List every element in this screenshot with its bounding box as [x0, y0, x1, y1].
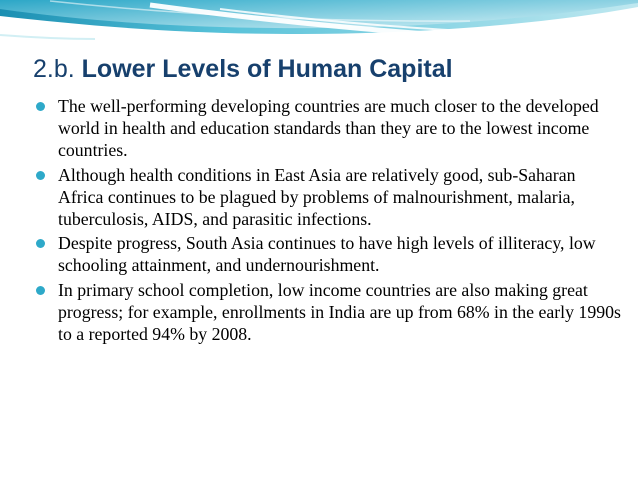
bullet-text: Despite progress, South Asia continues to have high levels of illiteracy, low schooling attainment, and undernourishment. — [58, 233, 596, 276]
slide-title — [33, 52, 453, 86]
bullet-item — [34, 164, 624, 231]
bullet-text: In primary school completion, low income countries are also making great progress; for example, enrollments in India are up from 68% in the early 1990s to a reported 94% by 2008. — [58, 279, 621, 345]
bullet-item — [34, 95, 624, 162]
bullet-list — [34, 95, 624, 347]
bullet-item — [34, 232, 624, 276]
bullet-item — [34, 279, 624, 346]
bullet-text: The well-performing developing countries are much closer to the developed world in health and education standards than they are to the lowest income countries. — [58, 96, 599, 161]
bullet-dot-icon — [36, 239, 45, 248]
bullet-dot-icon — [36, 286, 45, 295]
bullet-dot-icon — [36, 171, 45, 180]
slide-title-main: Lower Levels of Human Capital — [81, 55, 453, 83]
slide-title-prefix: 2.b. — [33, 55, 82, 83]
bullet-text: Although health conditions in East Asia are relatively good, sub-Saharan Africa continues to be plagued by problems of malnourishment, malaria, tuberculosis, AIDS, and parasitic infections. — [58, 164, 576, 230]
bullet-dot-icon — [36, 102, 45, 111]
wave-highlight-4 — [0, 35, 95, 39]
